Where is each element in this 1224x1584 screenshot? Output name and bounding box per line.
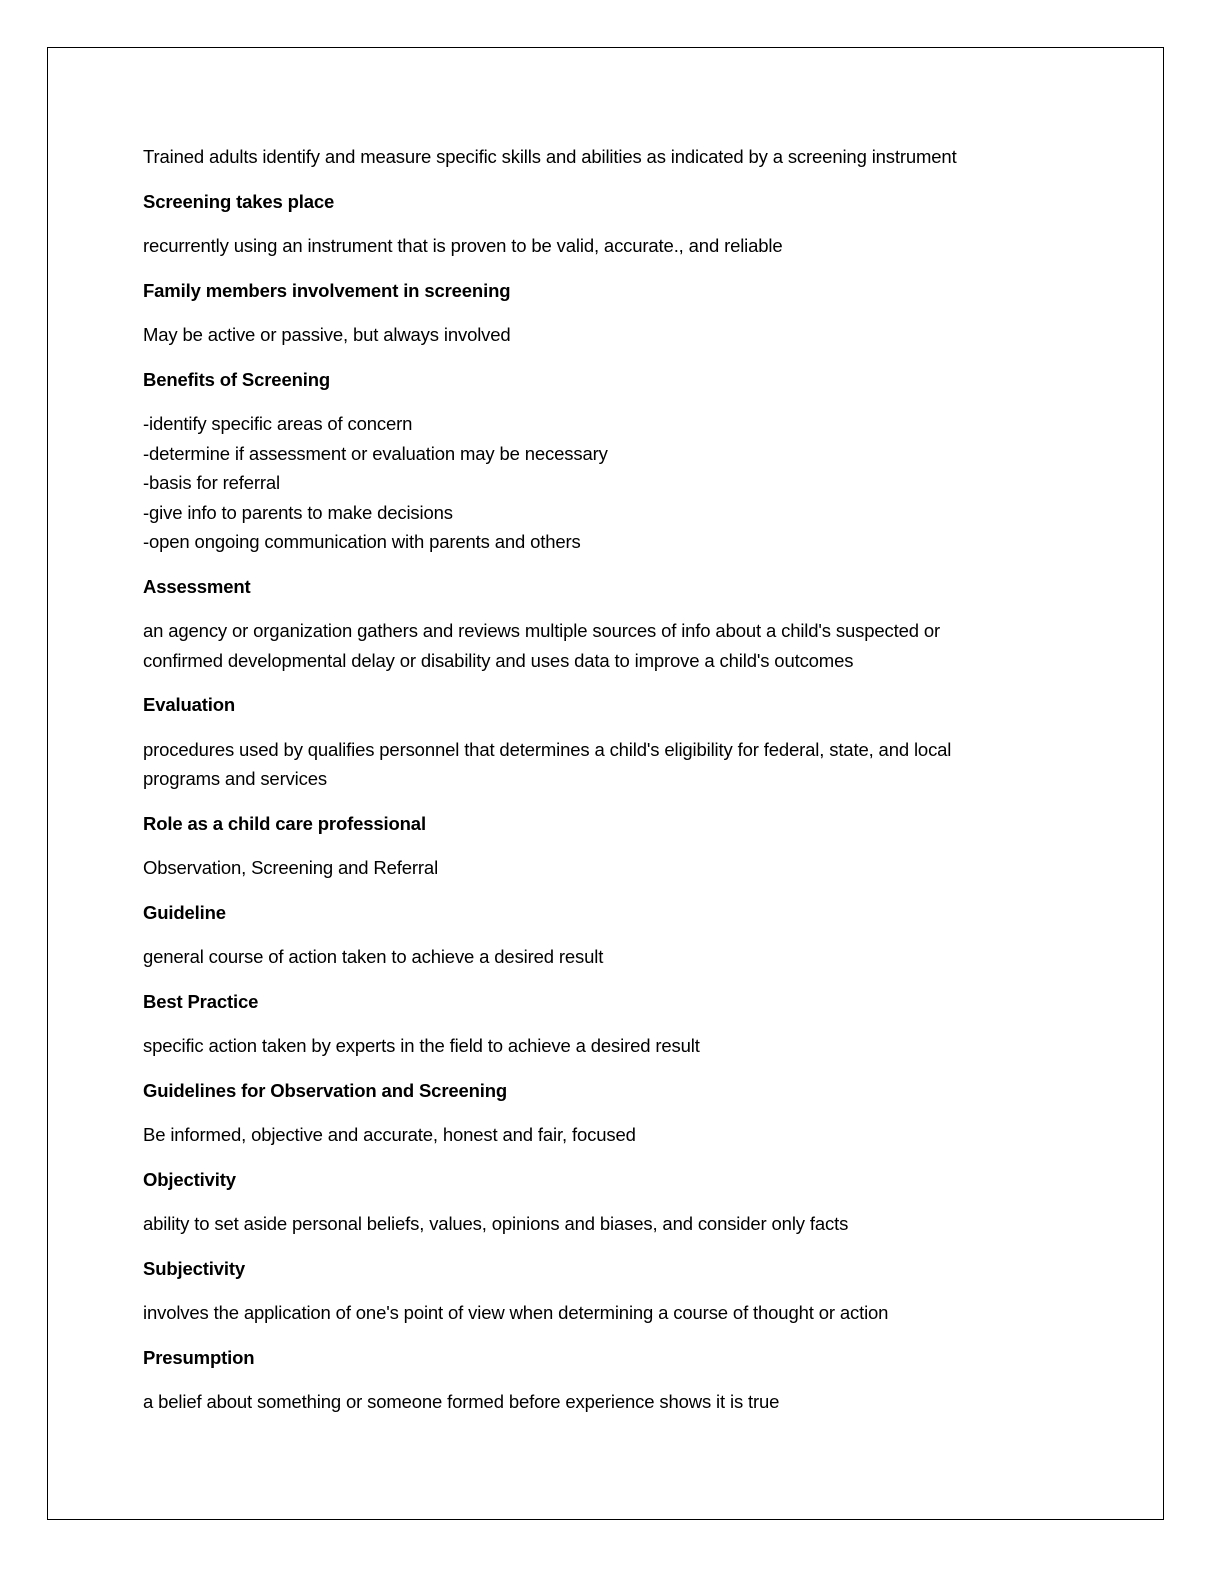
- document-body: [143, 142, 1103, 1432]
- definition-family-involvement: [143, 320, 1103, 350]
- term-objectivity: Objectivity: [143, 1168, 236, 1190]
- definition-line: programs and services: [143, 768, 327, 789]
- definition-line: Observation, Screening and Referral: [143, 857, 439, 878]
- definition-line: recurrently using an instrument that is proven to be valid, accurate., and reliable: [143, 235, 783, 256]
- definition-line: Be informed, objective and accurate, honest and fair, focused: [143, 1124, 636, 1145]
- definition-benefits-of-screening: [143, 409, 1103, 557]
- definition-best-practice: [143, 1031, 1103, 1061]
- benefit-item: -basis for referral: [143, 472, 280, 493]
- benefit-item: -open ongoing communication with parents and others: [143, 531, 581, 552]
- term-guidelines-observation-screening: Guidelines for Observation and Screening: [143, 1079, 508, 1101]
- definition-line: involves the application of one's point of view when determining a course of thought or action: [143, 1302, 889, 1323]
- term-subjectivity: Subjectivity: [143, 1257, 246, 1279]
- benefit-item: -identify specific areas of concern: [143, 413, 413, 434]
- definition-line: confirmed developmental delay or disability and uses data to improve a child's outcomes: [143, 649, 854, 671]
- term-evaluation: Evaluation: [143, 694, 236, 715]
- definition-objectivity: [143, 1209, 1103, 1239]
- definition-screening-takes-place: [143, 231, 1103, 261]
- definition-line: procedures used by qualifies personnel that determines a child's eligibility for federal, state, and local: [143, 738, 952, 760]
- definition-line: an agency or organization gathers and reviews multiple sources of info about a child's suspected or: [143, 620, 940, 641]
- definition-line: specific action taken by experts in the field to achieve a desired result: [143, 1035, 700, 1056]
- definition-assessment: [143, 616, 1103, 675]
- definition-guideline: [143, 942, 1103, 972]
- definition-line: May be active or passive, but always involved: [143, 324, 511, 345]
- definition-evaluation: [143, 735, 1103, 794]
- term-presumption: Presumption: [143, 1346, 255, 1368]
- term-benefits-of-screening: Benefits of Screening: [143, 368, 331, 390]
- term-best-practice: Best Practice: [143, 990, 259, 1012]
- term-guideline: Guideline: [143, 901, 226, 923]
- benefit-item: -determine if assessment or evaluation may be necessary: [143, 442, 608, 464]
- term-assessment: Assessment: [143, 575, 251, 597]
- term-family-involvement: Family members involvement in screening: [143, 279, 511, 301]
- intro-definition: Trained adults identify and measure specific skills and abilities as indicated by a screening instrument: [143, 146, 957, 167]
- definition-presumption: [143, 1387, 1103, 1417]
- term-screening-takes-place: Screening takes place: [143, 190, 335, 212]
- benefit-item: -give info to parents to make decisions: [143, 501, 453, 523]
- definition-guidelines-observation-screening: [143, 1120, 1103, 1150]
- definition-line: ability to set aside personal beliefs, values, opinions and biases, and consider only facts: [143, 1213, 849, 1234]
- definition-role-child-care-professional: [143, 853, 1103, 883]
- definition-subjectivity: [143, 1298, 1103, 1328]
- definition-line: general course of action taken to achieve a desired result: [143, 946, 604, 967]
- term-role-child-care-professional: Role as a child care professional: [143, 812, 426, 834]
- definition-line: a belief about something or someone formed before experience shows it is true: [143, 1391, 780, 1412]
